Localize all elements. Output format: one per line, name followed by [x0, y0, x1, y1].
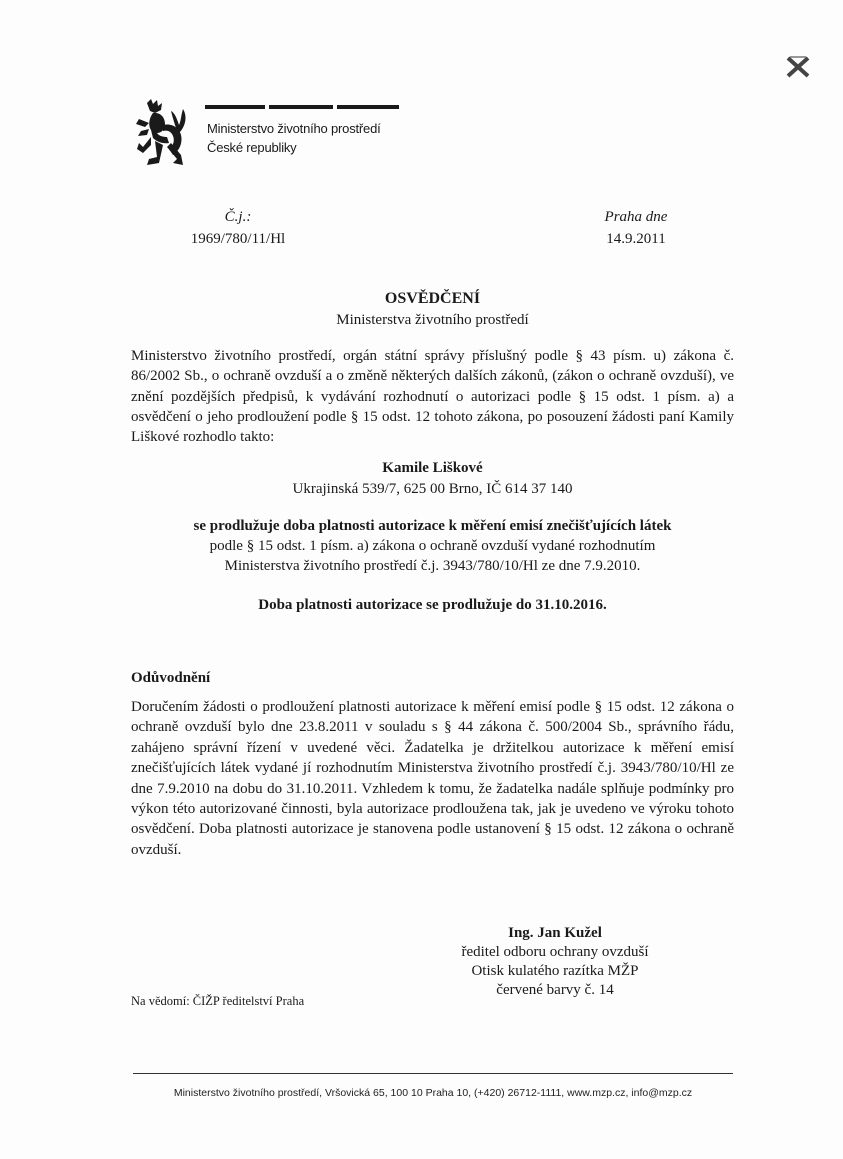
reference-label: Č.j.: — [224, 209, 252, 225]
justification-paragraph: Doručením žádosti o prodloužení platnosti autorizace k měření emisí podle § 15 odst. 12 zákona o ochraně ovzduší bylo dne 23.8.2011 v souladu s § 44 zákona č. 500/2004 Sb., správního řádu, zahájeno správní řízení v uvedené věci. Žadatelka je držitelkou autorizace k měření emisí znečišťujících látek vydané jí rozhodnutím Ministerstva životního prostředí č.j. 3943/780/10/Hl ze dne 7.9.2010 na dobu do 31.10.2011. Vzhledem k tomu, že žadatelka nadále splňuje podmínky pro výkon této autorizované činnosti, byla autorizace prodloužena tak, jak je uvedeno ve výroku tohoto osvědčení. Doba platnosti autorizace je stanovena podle ustanovení § 15 odst. 12 zákona o ochraně ovzduší. — [131, 699, 734, 858]
cc-note: Na vědomí: ČIŽP ředitelství Praha — [131, 994, 305, 1008]
logo-bars — [205, 105, 399, 110]
ministry-name-line1: Ministerstvo životního prostředí — [207, 121, 381, 136]
signature-block — [440, 924, 670, 1000]
footer-divider — [133, 1073, 733, 1074]
cross-mark-icon — [786, 56, 810, 78]
intro-paragraph: Ministerstvo životního prostředí, orgán státní správy příslušný podle § 43 písm. u) zákona č. 86/2002 Sb., o ochraně ovzduší a o změně některých dalších zákonů, (zákon o ochraně ovzduší), ve znění pozdějších předpisů, k vydávání rozhodnutí o autorizaci podle § 15 odst. 1 písm. a) a osvědčení o jeho prodloužení podle § 15 odst. 12 tohoto zákona, po posouzení žádosti paní Kamily Liškové rozhodlo takto: — [131, 348, 734, 446]
decision-headline: se prodlužuje doba platnosti autorizace k měření emisí znečišťujících látek — [193, 518, 672, 534]
ministry-name-line2: České republiky — [207, 140, 297, 155]
lion-emblem-icon — [133, 97, 191, 169]
justification-heading: Odůvodnění — [131, 670, 211, 686]
issue-date — [586, 206, 686, 250]
date-label: Praha dne — [604, 209, 668, 225]
validity-statement: Doba platnosti autorizace se prodlužuje do 31.10.2016. — [258, 597, 607, 613]
date-value: 14.9.2011 — [606, 231, 666, 247]
recipient-name: Kamile Liškové — [382, 460, 483, 476]
recipient-address: Ukrajinská 539/7, 625 00 Brno, IČ 614 37 140 — [292, 481, 573, 497]
stamp-note-line2: červené barvy č. 14 — [496, 982, 614, 998]
decision-line3: Ministerstva životního prostředí č.j. 3943/780/10/Hl ze dne 7.9.2010. — [224, 558, 641, 574]
footer-contact: Ministerstvo životního prostředí, Vršovická 65, 100 10 Praha 10, (+420) 26712-1111, www.mzp.cz, info@mzp.cz — [173, 1087, 693, 1099]
ministry-name — [207, 119, 381, 157]
document-subtitle: Ministerstva životního prostředí — [336, 312, 529, 328]
reference-number — [178, 206, 298, 250]
document-title: OSVĚDČENÍ — [384, 290, 481, 307]
signatory-name: Ing. Jan Kužel — [508, 925, 602, 941]
decision-line2: podle § 15 odst. 1 písm. a) zákona o ochraně ovzduší vydané rozhodnutím — [209, 538, 656, 554]
stamp-note-line1: Otisk kulatého razítka MŽP — [471, 963, 639, 979]
signatory-position: ředitel odboru ochrany ovzduší — [461, 944, 649, 960]
reference-value: 1969/780/11/Hl — [190, 231, 286, 247]
